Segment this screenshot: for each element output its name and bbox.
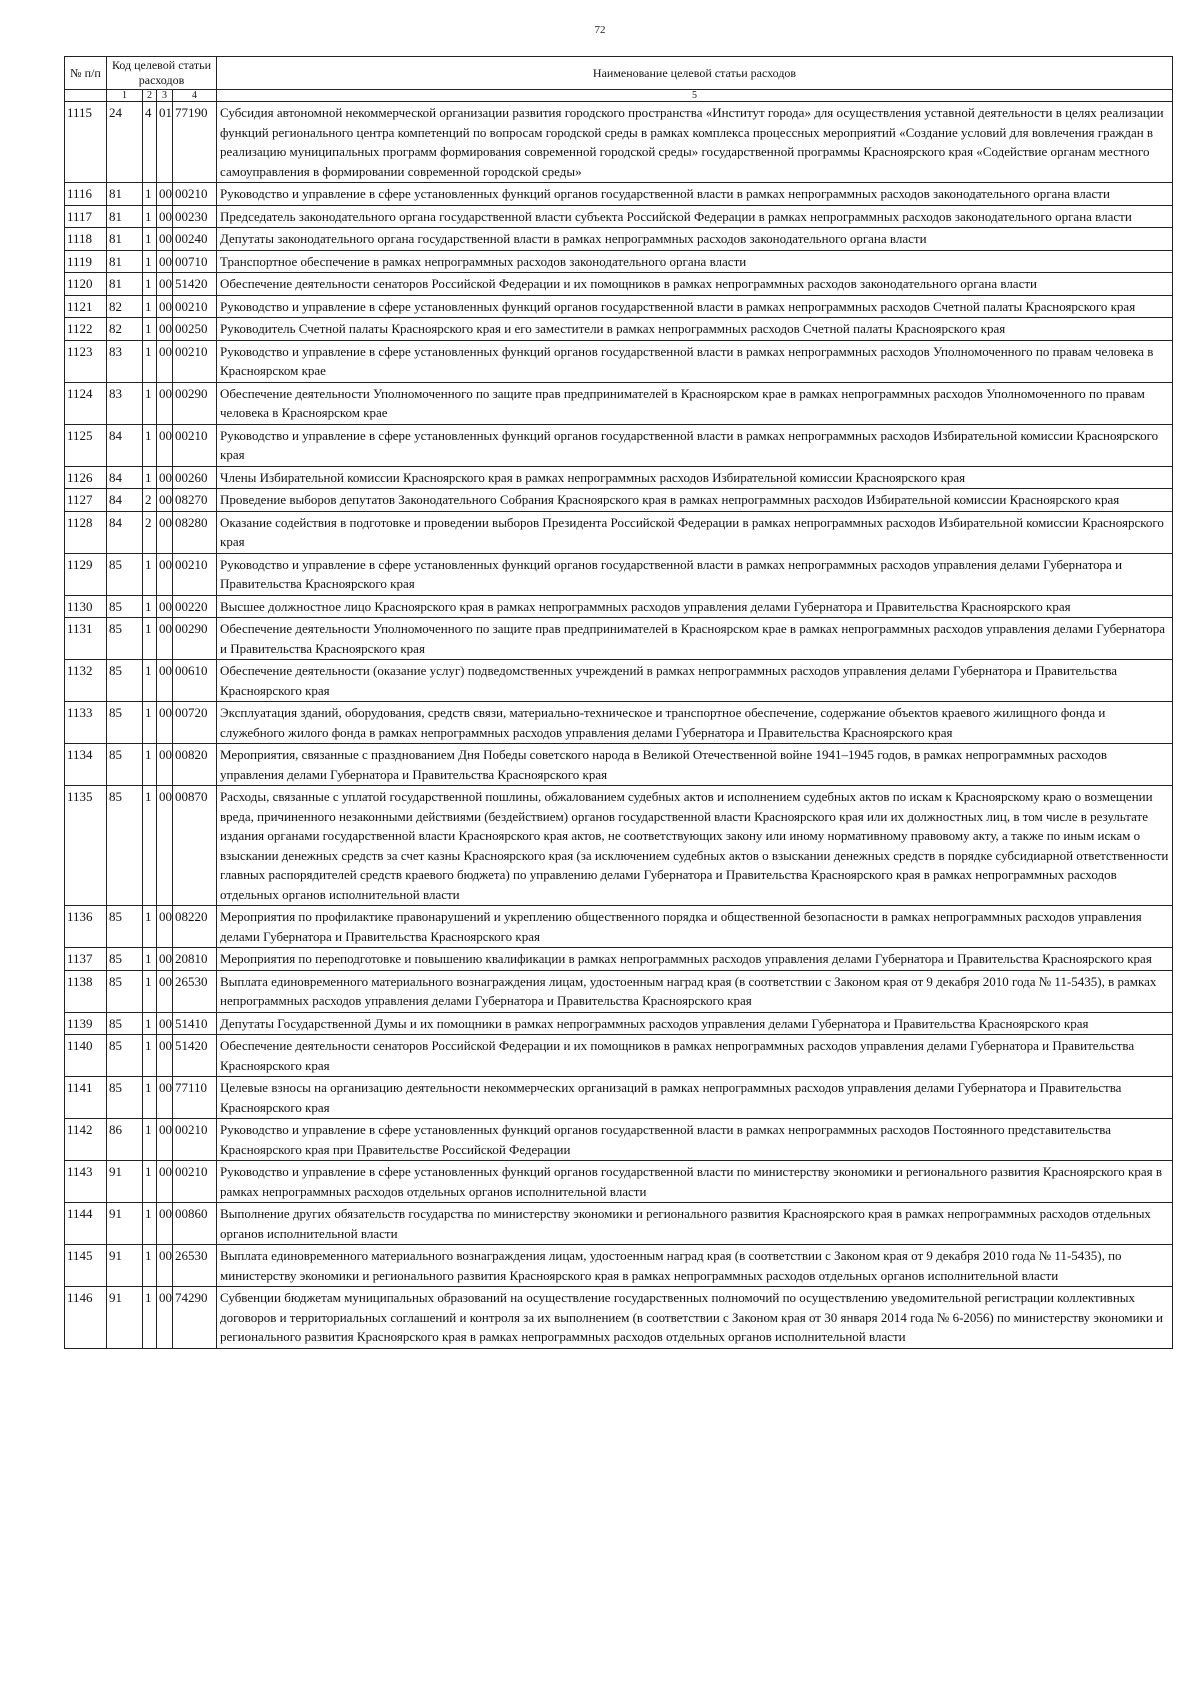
expense-item-name: Мероприятия, связанные с празднованием Дня Победы советского народа в Великой Отечественной войне 1941–1945 годов, в рамках непрограммных расходов управления делами Губернатора и Правительства Красноярского края bbox=[217, 744, 1173, 786]
code-part-4: 00210 bbox=[173, 1161, 217, 1203]
expense-item-name: Транспортное обеспечение в рамках непрограммных расходов законодательного органа власти bbox=[217, 250, 1173, 273]
expense-item-name: Руководство и управление в сфере установленных функций органов государственной власти в рамках непрограммных расходов Избирательной комиссии Красноярского края bbox=[217, 424, 1173, 466]
code-part-3: 00 bbox=[157, 183, 173, 206]
expense-item-name: Субвенции бюджетам муниципальных образований на осуществление государственных полномочий по осуществлению уведомительной регистрации коллективных договоров и территориальных соглашений и контроля за их выполнением (в соответствии с Законом края от 30 января 2014 года № 6-2056) по министерству экономики и регионального развития Красноярского края в рамках непрограммных расходов отдельных органов исполнительной власти bbox=[217, 1287, 1173, 1349]
row-number: 1134 bbox=[65, 744, 107, 786]
code-part-1: 85 bbox=[107, 1035, 143, 1077]
code-part-1: 81 bbox=[107, 273, 143, 296]
row-number: 1135 bbox=[65, 786, 107, 906]
code-part-4: 08270 bbox=[173, 489, 217, 512]
expense-item-name: Члены Избирательной комиссии Красноярского края в рамках непрограммных расходов Избирательной комиссии Красноярского края bbox=[217, 466, 1173, 489]
row-number: 1140 bbox=[65, 1035, 107, 1077]
table-row bbox=[65, 702, 1173, 744]
code-part-1: 82 bbox=[107, 295, 143, 318]
code-part-2: 1 bbox=[143, 553, 157, 595]
colnum-2: 2 bbox=[143, 90, 157, 102]
expense-item-name: Оказание содействия в подготовке и проведении выборов Президента Российской Федерации в рамках непрограммных расходов Избирательной комиссии Красноярского края bbox=[217, 511, 1173, 553]
code-part-3: 00 bbox=[157, 250, 173, 273]
row-number: 1121 bbox=[65, 295, 107, 318]
code-part-3: 00 bbox=[157, 424, 173, 466]
table-row bbox=[65, 250, 1173, 273]
table-row bbox=[65, 183, 1173, 206]
table-row bbox=[65, 1012, 1173, 1035]
code-part-2: 1 bbox=[143, 595, 157, 618]
row-number: 1120 bbox=[65, 273, 107, 296]
code-part-4: 00220 bbox=[173, 595, 217, 618]
code-part-4: 00610 bbox=[173, 660, 217, 702]
expense-item-name: Руководство и управление в сфере установленных функций органов государственной власти в рамках непрограммных расходов управления делами Губернатора и Правительства Красноярского края bbox=[217, 553, 1173, 595]
code-part-1: 85 bbox=[107, 948, 143, 971]
code-part-1: 85 bbox=[107, 660, 143, 702]
row-number: 1130 bbox=[65, 595, 107, 618]
code-part-2: 1 bbox=[143, 1012, 157, 1035]
code-part-1: 85 bbox=[107, 970, 143, 1012]
code-part-3: 00 bbox=[157, 1203, 173, 1245]
code-part-2: 1 bbox=[143, 948, 157, 971]
code-part-4: 26530 bbox=[173, 1245, 217, 1287]
expense-item-name: Проведение выборов депутатов Законодательного Собрания Красноярского края в рамках непрограммных расходов Избирательной комиссии Красноярского края bbox=[217, 489, 1173, 512]
colnum-1 bbox=[65, 90, 107, 102]
code-part-2: 1 bbox=[143, 618, 157, 660]
colnum-3: 3 bbox=[157, 90, 173, 102]
code-part-3: 00 bbox=[157, 906, 173, 948]
expense-item-name: Высшее должностное лицо Красноярского края в рамках непрограммных расходов управления делами Губернатора и Правительства Красноярского края bbox=[217, 595, 1173, 618]
row-number: 1142 bbox=[65, 1119, 107, 1161]
code-part-2: 1 bbox=[143, 183, 157, 206]
expense-item-name: Обеспечение деятельности (оказание услуг) подведомственных учреждений в рамках непрограммных расходов управления делами Губернатора и Правительства Красноярского края bbox=[217, 660, 1173, 702]
table-row bbox=[65, 744, 1173, 786]
code-part-1: 85 bbox=[107, 786, 143, 906]
table-row bbox=[65, 489, 1173, 512]
expense-item-name: Субсидия автономной некоммерческой организации развития городского пространства «Институт города» для осуществления уставной деятельности в целях реализации функций регионального центра компетенций по вопросам городской среды в рамках комплекса процессных мероприятий «Создание условий для вовлечения граждан в реализацию муниципальных программ формирования современной городской среды» государственной программы Красноярского края «Содействие органам местного самоуправления в формировании современной городской среды» bbox=[217, 102, 1173, 183]
table-row bbox=[65, 228, 1173, 251]
code-part-2: 1 bbox=[143, 228, 157, 251]
code-part-3: 00 bbox=[157, 340, 173, 382]
code-part-3: 00 bbox=[157, 1119, 173, 1161]
table-row bbox=[65, 102, 1173, 183]
code-part-3: 00 bbox=[157, 1012, 173, 1035]
code-part-3: 00 bbox=[157, 205, 173, 228]
code-part-1: 85 bbox=[107, 618, 143, 660]
code-part-3: 00 bbox=[157, 318, 173, 341]
row-number: 1116 bbox=[65, 183, 107, 206]
expense-item-name: Мероприятия по профилактике правонарушений и укреплению общественного порядка и общественной безопасности в рамках непрограммных расходов управления делами Губернатора и Правительства Красноярского края bbox=[217, 906, 1173, 948]
table-row bbox=[65, 660, 1173, 702]
table-row bbox=[65, 511, 1173, 553]
expense-item-name: Обеспечение деятельности Уполномоченного по защите прав предпринимателей в Красноярском крае в рамках непрограммных расходов Уполномоченного по правам человека в Красноярском крае bbox=[217, 382, 1173, 424]
code-part-2: 1 bbox=[143, 1245, 157, 1287]
row-number: 1129 bbox=[65, 553, 107, 595]
code-part-4: 00720 bbox=[173, 702, 217, 744]
code-part-2: 1 bbox=[143, 340, 157, 382]
expense-item-name: Обеспечение деятельности Уполномоченного по защите прав предпринимателей в Красноярском крае в рамках непрограммных расходов управления делами Губернатора и Правительства Красноярского края bbox=[217, 618, 1173, 660]
code-part-1: 85 bbox=[107, 906, 143, 948]
code-part-3: 00 bbox=[157, 595, 173, 618]
table-row bbox=[65, 948, 1173, 971]
row-number: 1139 bbox=[65, 1012, 107, 1035]
code-part-2: 1 bbox=[143, 1077, 157, 1119]
code-part-1: 84 bbox=[107, 511, 143, 553]
code-part-4: 00710 bbox=[173, 250, 217, 273]
table-row bbox=[65, 1203, 1173, 1245]
code-part-4: 00290 bbox=[173, 618, 217, 660]
expense-item-name: Обеспечение деятельности сенаторов Российской Федерации и их помощников в рамках непрограммных расходов законодательного органа власти bbox=[217, 273, 1173, 296]
code-part-2: 1 bbox=[143, 205, 157, 228]
table-row bbox=[65, 295, 1173, 318]
expense-item-name: Руководство и управление в сфере установленных функций органов государственной власти в рамках непрограммных расходов законодательного органа власти bbox=[217, 183, 1173, 206]
row-number: 1125 bbox=[65, 424, 107, 466]
code-part-3: 00 bbox=[157, 382, 173, 424]
code-part-2: 1 bbox=[143, 970, 157, 1012]
code-part-2: 1 bbox=[143, 424, 157, 466]
code-part-4: 26530 bbox=[173, 970, 217, 1012]
code-part-4: 51420 bbox=[173, 273, 217, 296]
code-part-2: 1 bbox=[143, 702, 157, 744]
code-part-3: 00 bbox=[157, 1077, 173, 1119]
code-part-3: 00 bbox=[157, 1287, 173, 1349]
expense-codes-table-wrapper bbox=[64, 56, 1172, 1349]
code-part-3: 00 bbox=[157, 553, 173, 595]
code-part-2: 1 bbox=[143, 273, 157, 296]
code-part-2: 1 bbox=[143, 1203, 157, 1245]
row-number: 1117 bbox=[65, 205, 107, 228]
code-part-2: 1 bbox=[143, 906, 157, 948]
table-row bbox=[65, 466, 1173, 489]
table-row bbox=[65, 786, 1173, 906]
code-part-3: 00 bbox=[157, 295, 173, 318]
code-part-1: 85 bbox=[107, 702, 143, 744]
row-number: 1124 bbox=[65, 382, 107, 424]
row-number: 1136 bbox=[65, 906, 107, 948]
row-number: 1141 bbox=[65, 1077, 107, 1119]
table-row bbox=[65, 618, 1173, 660]
code-part-2: 1 bbox=[143, 318, 157, 341]
header-name: Наименование целевой статьи расходов bbox=[217, 57, 1173, 90]
code-part-4: 00820 bbox=[173, 744, 217, 786]
code-part-4: 00210 bbox=[173, 183, 217, 206]
row-number: 1138 bbox=[65, 970, 107, 1012]
code-part-3: 00 bbox=[157, 273, 173, 296]
column-number-row bbox=[65, 90, 1173, 102]
table-header-row bbox=[65, 57, 1173, 90]
table-row bbox=[65, 1161, 1173, 1203]
code-part-1: 86 bbox=[107, 1119, 143, 1161]
row-number: 1133 bbox=[65, 702, 107, 744]
code-part-3: 01 bbox=[157, 102, 173, 183]
row-number: 1118 bbox=[65, 228, 107, 251]
code-part-2: 1 bbox=[143, 1035, 157, 1077]
code-part-2: 1 bbox=[143, 1119, 157, 1161]
code-part-4: 08220 bbox=[173, 906, 217, 948]
code-part-1: 84 bbox=[107, 424, 143, 466]
code-part-1: 81 bbox=[107, 205, 143, 228]
expense-item-name: Руководство и управление в сфере установленных функций органов государственной власти в рамках непрограммных расходов Постоянного представительства Красноярского края при Правительстве Российской Федерации bbox=[217, 1119, 1173, 1161]
code-part-4: 00230 bbox=[173, 205, 217, 228]
table-row bbox=[65, 382, 1173, 424]
row-number: 1119 bbox=[65, 250, 107, 273]
code-part-2: 1 bbox=[143, 466, 157, 489]
code-part-4: 00210 bbox=[173, 340, 217, 382]
row-number: 1131 bbox=[65, 618, 107, 660]
row-number: 1145 bbox=[65, 1245, 107, 1287]
code-part-4: 51420 bbox=[173, 1035, 217, 1077]
table-row bbox=[65, 906, 1173, 948]
code-part-1: 85 bbox=[107, 553, 143, 595]
code-part-2: 1 bbox=[143, 382, 157, 424]
code-part-2: 1 bbox=[143, 660, 157, 702]
code-part-3: 00 bbox=[157, 618, 173, 660]
code-part-1: 83 bbox=[107, 382, 143, 424]
table-row bbox=[65, 340, 1173, 382]
code-part-3: 00 bbox=[157, 1245, 173, 1287]
code-part-4: 00860 bbox=[173, 1203, 217, 1245]
code-part-2: 2 bbox=[143, 489, 157, 512]
expense-item-name: Руководство и управление в сфере установленных функций органов государственной власти по министерству экономики и регионального развития Красноярского края в рамках непрограммных расходов отдельных органов исполнительной власти bbox=[217, 1161, 1173, 1203]
expense-item-name: Председатель законодательного органа государственной власти субъекта Российской Федерации в рамках непрограммных расходов законодательного органа власти bbox=[217, 205, 1173, 228]
code-part-2: 1 bbox=[143, 1287, 157, 1349]
expense-item-name: Руководство и управление в сфере установленных функций органов государственной власти в рамках непрограммных расходов Уполномоченного по правам человека в Красноярском крае bbox=[217, 340, 1173, 382]
code-part-4: 74290 bbox=[173, 1287, 217, 1349]
code-part-3: 00 bbox=[157, 702, 173, 744]
expense-codes-table bbox=[64, 56, 1173, 1349]
code-part-1: 83 bbox=[107, 340, 143, 382]
table-row bbox=[65, 318, 1173, 341]
table-row bbox=[65, 553, 1173, 595]
row-number: 1146 bbox=[65, 1287, 107, 1349]
expense-item-name: Эксплуатация зданий, оборудования, средств связи, материально-техническое и транспортное обеспечение, содержание объектов краевого жилищного фонда и служебного жилого фонда в рамках непрограммных расходов управления делами Губернатора и Правительства Красноярского края bbox=[217, 702, 1173, 744]
row-number: 1126 bbox=[65, 466, 107, 489]
table-row bbox=[65, 424, 1173, 466]
table-body bbox=[65, 102, 1173, 1349]
code-part-1: 91 bbox=[107, 1287, 143, 1349]
code-part-1: 85 bbox=[107, 744, 143, 786]
code-part-4: 00870 bbox=[173, 786, 217, 906]
row-number: 1144 bbox=[65, 1203, 107, 1245]
header-code: Код целевой статьи расходов bbox=[107, 57, 217, 90]
code-part-1: 81 bbox=[107, 183, 143, 206]
code-part-3: 00 bbox=[157, 786, 173, 906]
code-part-1: 81 bbox=[107, 228, 143, 251]
code-part-4: 00290 bbox=[173, 382, 217, 424]
header-row-number: № п/п bbox=[65, 57, 107, 90]
code-part-3: 00 bbox=[157, 970, 173, 1012]
expense-item-name: Депутаты законодательного органа государственной власти в рамках непрограммных расходов законодательного органа власти bbox=[217, 228, 1173, 251]
expense-item-name: Выплата единовременного материального вознаграждения лицам, удостоенным наград края (в соответствии с Законом края от 9 декабря 2010 года № 11-5435), по министерству экономики и регионального развития Красноярского края в рамках непрограммных расходов отдельных органов исполнительной власти bbox=[217, 1245, 1173, 1287]
expense-item-name: Обеспечение деятельности сенаторов Российской Федерации и их помощников в рамках непрограммных расходов управления делами Губернатора и Правительства Красноярского края bbox=[217, 1035, 1173, 1077]
code-part-3: 00 bbox=[157, 228, 173, 251]
expense-item-name: Расходы, связанные с уплатой государственной пошлины, обжалованием судебных актов и исполнением судебных актов по искам к Красноярскому краю о возмещении вреда, причиненного незаконными действиями (бездействием) органов государственной власти Красноярского края или их должностных лиц, в том числе в результате издания органами государственной власти Красноярского края актов, не соответствующих закону или иному нормативному правовому акту, а также по иным искам о взыскании денежных средств за счет казны Красноярского края (за исключением судебных актов о взыскании денежных средств в порядке субсидиарной ответственности главных распорядителей средств краевого бюджета) по управлению делами Губернатора и Правительства Красноярского края в рамках непрограммных расходов отдельных органов исполнительной власти bbox=[217, 786, 1173, 906]
code-part-2: 1 bbox=[143, 250, 157, 273]
table-row bbox=[65, 273, 1173, 296]
code-part-3: 00 bbox=[157, 1161, 173, 1203]
code-part-4: 00210 bbox=[173, 424, 217, 466]
expense-item-name: Мероприятия по переподготовке и повышению квалификации в рамках непрограммных расходов управления делами Губернатора и Правительства Красноярского края bbox=[217, 948, 1173, 971]
code-part-4: 51410 bbox=[173, 1012, 217, 1035]
code-part-1: 84 bbox=[107, 466, 143, 489]
table-row bbox=[65, 1035, 1173, 1077]
code-part-3: 00 bbox=[157, 660, 173, 702]
table-row bbox=[65, 1287, 1173, 1349]
code-part-4: 00210 bbox=[173, 295, 217, 318]
code-part-3: 00 bbox=[157, 744, 173, 786]
code-part-1: 91 bbox=[107, 1203, 143, 1245]
table-row bbox=[65, 1245, 1173, 1287]
code-part-4: 20810 bbox=[173, 948, 217, 971]
code-part-3: 00 bbox=[157, 948, 173, 971]
code-part-1: 91 bbox=[107, 1245, 143, 1287]
code-part-1: 85 bbox=[107, 1077, 143, 1119]
code-part-4: 00210 bbox=[173, 553, 217, 595]
row-number: 1132 bbox=[65, 660, 107, 702]
table-row bbox=[65, 205, 1173, 228]
expense-item-name: Руководство и управление в сфере установленных функций органов государственной власти в рамках непрограммных расходов Счетной палаты Красноярского края bbox=[217, 295, 1173, 318]
code-part-2: 1 bbox=[143, 786, 157, 906]
page-number: 72 bbox=[594, 24, 606, 36]
row-number: 1137 bbox=[65, 948, 107, 971]
code-part-1: 81 bbox=[107, 250, 143, 273]
row-number: 1115 bbox=[65, 102, 107, 183]
table-row bbox=[65, 1077, 1173, 1119]
code-part-4: 00210 bbox=[173, 1119, 217, 1161]
code-part-3: 00 bbox=[157, 489, 173, 512]
row-number: 1127 bbox=[65, 489, 107, 512]
code-part-1: 91 bbox=[107, 1161, 143, 1203]
expense-item-name: Руководитель Счетной палаты Красноярского края и его заместители в рамках непрограммных расходов Счетной палаты Красноярского края bbox=[217, 318, 1173, 341]
colnum-1: 1 bbox=[107, 90, 143, 102]
code-part-2: 1 bbox=[143, 1161, 157, 1203]
code-part-3: 00 bbox=[157, 511, 173, 553]
colnum-5: 5 bbox=[217, 90, 1173, 102]
code-part-2: 1 bbox=[143, 295, 157, 318]
colnum-4: 4 bbox=[173, 90, 217, 102]
code-part-1: 85 bbox=[107, 595, 143, 618]
code-part-4: 00260 bbox=[173, 466, 217, 489]
row-number: 1143 bbox=[65, 1161, 107, 1203]
code-part-2: 2 bbox=[143, 511, 157, 553]
expense-item-name: Выполнение других обязательств государства по министерству экономики и регионального развития Красноярского края в рамках непрограммных расходов отдельных органов исполнительной власти bbox=[217, 1203, 1173, 1245]
code-part-4: 77190 bbox=[173, 102, 217, 183]
code-part-4: 00250 bbox=[173, 318, 217, 341]
expense-item-name: Целевые взносы на организацию деятельности некоммерческих организаций в рамках непрограммных расходов управления делами Губернатора и Правительства Красноярского края bbox=[217, 1077, 1173, 1119]
expense-item-name: Выплата единовременного материального вознаграждения лицам, удостоенным наград края (в соответствии с Законом края от 9 декабря 2010 года № 11-5435), в рамках непрограммных расходов управления делами Губернатора и Правительства Красноярского края bbox=[217, 970, 1173, 1012]
code-part-3: 00 bbox=[157, 466, 173, 489]
code-part-2: 4 bbox=[143, 102, 157, 183]
table-row bbox=[65, 970, 1173, 1012]
code-part-1: 84 bbox=[107, 489, 143, 512]
code-part-4: 77110 bbox=[173, 1077, 217, 1119]
code-part-2: 1 bbox=[143, 744, 157, 786]
code-part-4: 00240 bbox=[173, 228, 217, 251]
row-number: 1122 bbox=[65, 318, 107, 341]
row-number: 1123 bbox=[65, 340, 107, 382]
code-part-1: 82 bbox=[107, 318, 143, 341]
expense-item-name: Депутаты Государственной Думы и их помощники в рамках непрограммных расходов управления делами Губернатора и Правительства Красноярского края bbox=[217, 1012, 1173, 1035]
code-part-1: 85 bbox=[107, 1012, 143, 1035]
table-row bbox=[65, 595, 1173, 618]
table-row bbox=[65, 1119, 1173, 1161]
row-number: 1128 bbox=[65, 511, 107, 553]
code-part-3: 00 bbox=[157, 1035, 173, 1077]
code-part-1: 24 bbox=[107, 102, 143, 183]
code-part-4: 08280 bbox=[173, 511, 217, 553]
